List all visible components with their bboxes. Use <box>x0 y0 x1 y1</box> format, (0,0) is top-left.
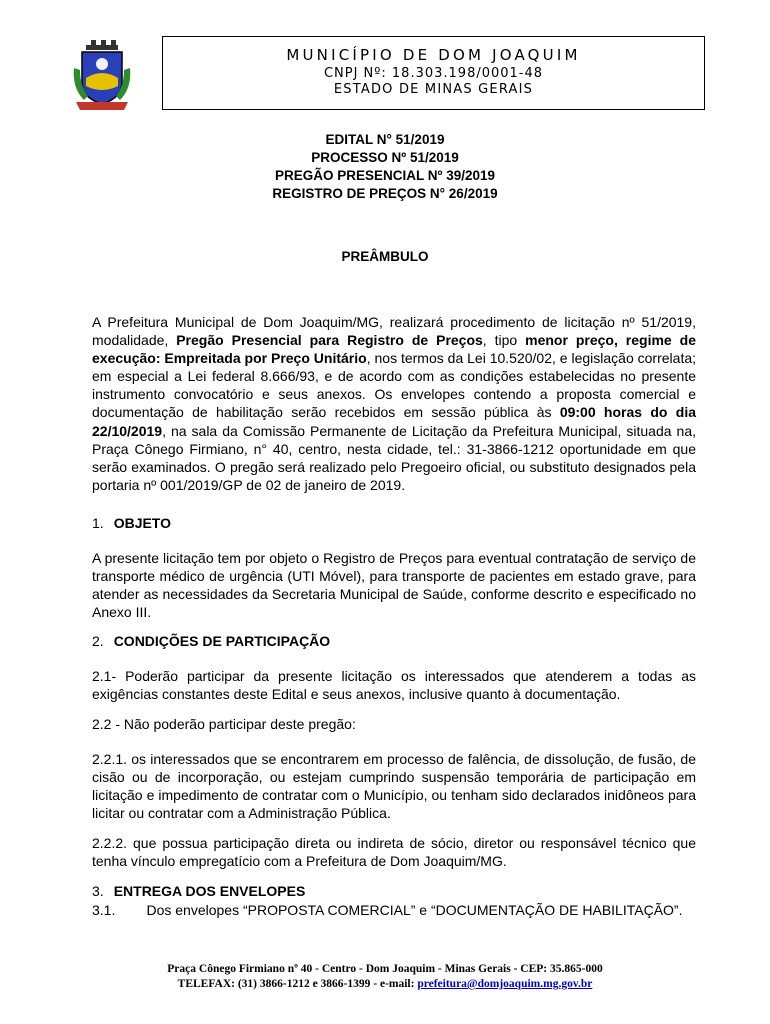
section-2-number: 2. <box>92 633 104 649</box>
cnpj-number: CNPJ Nº: 18.303.198/0001-48 <box>323 66 544 81</box>
footer-email-link[interactable]: prefeitura@domjoaquim.mg.gov.br <box>417 978 593 990</box>
section-2-title: CONDIÇÕES DE PARTICIPAÇÃO <box>113 633 331 649</box>
section-1-paragraph: A presente licitação tem por objeto o Registro de Preços para eventual contratação de serviço de transporte médico de urgência (UTI Móvel), para transporte de pacientes em estado grave, para atender as necessidades da Secretaria Municipal de Saúde, conforme descrito e especificado no Anexo III. <box>92 550 696 621</box>
footer-phone: TELEFAX: (31) 3866-1212 e 3866-1399 - e-mail: <box>177 978 418 990</box>
paragraph-3-1: 3.1. Dos envelopes “PROPOSTA COMERCIAL” e “DOCUMENTAÇÃO DE HABILITAÇÃO”. <box>92 902 683 918</box>
edital-title: EDITAL N° 51/2019 <box>325 132 445 147</box>
preamble-text-3: , nos termos da Lei 10.520/02, e legislação correlata; em especial a Lei federal 8.666/93, e de acordo com as condições estabelecidas no presente instrumento convocatório e seus anexos. Os envelopes contendo a proposta comercial e documentação de habilitação serão recebidos em sessão pública às <box>92 350 697 421</box>
section-3-title: ENTREGA DOS ENVELOPES <box>113 883 306 899</box>
page-footer <box>0 962 770 992</box>
pregao-title: PREGÃO PRESENCIAL Nº 39/2019 <box>274 168 495 183</box>
processo-title: PROCESSO Nº 51/2019 <box>311 150 459 165</box>
preamble-paragraph <box>92 313 696 494</box>
paragraph-2-2: 2.2 - Não poderão participar deste pregão: <box>92 716 356 732</box>
municipality-name: MUNICÍPIO DE DOM JOAQUIM <box>286 46 581 64</box>
preamble-text-4: , na sala da Comissão Permanente de Licitação da Prefeitura Municipal, situada na, Praça Cônego Firmiano, n° 40, centro, nesta cidade, tel.: 31-3866-1212 oportunidade em que serão examinados. O pregão será realizado pelo Pregoeiro oficial, ou substituto designados pela portaria nº 001/2019/GP de 02 de janeiro de 2019. <box>92 422 696 493</box>
section-2-heading <box>92 633 330 649</box>
paragraph-2-2-1: 2.2.1. os interessados que se encontrarem em processo de falência, de dissolução, de fusão, de cisão ou de incorporação, ou estejam cumprindo suspensão temporária de participação em licitação e impedimento de contratar com o Município, ou tenham sido declarados inidôneos para licitar ou contratar com a Administração Pública. <box>92 751 696 822</box>
paragraph-2-2-2: 2.2.2. que possua participação direta ou indireta de sócio, diretor ou responsável técnico que tenha vínculo empregatício com a Prefeitura de Dom Joaquim/MG. <box>92 835 696 870</box>
preamble-bold-3: 09:00 horas do dia 22/10/2019 <box>92 404 696 439</box>
section-1-number: 1. <box>92 515 104 531</box>
preamble-bold-1: Pregão Presencial para Registro de Preços <box>176 332 483 349</box>
municipal-coat-of-arms-icon <box>72 38 132 112</box>
paragraph-2-1: 2.1- Poderão participar da presente licitação os interessados que atenderem a todas as exigências constantes deste Edital e seus anexos, inclusive quanto à documentação. <box>92 668 696 703</box>
preamble-text-1: A Prefeitura Municipal de Dom Joaquim/MG, realizará procedimento de licitação nº 51/2019, modalidade, <box>92 314 696 349</box>
letterhead-box <box>162 36 705 110</box>
state-name: ESTADO DE MINAS GERAIS <box>333 82 534 97</box>
registro-title: REGISTRO DE PREÇOS N° 26/2019 <box>272 186 498 201</box>
section-1-heading <box>92 515 171 531</box>
preamble-heading: PREÂMBULO <box>341 249 429 264</box>
section-1-title: OBJETO <box>113 515 171 531</box>
section-3-number: 3. <box>92 883 104 899</box>
footer-address: Praça Cônego Firmiano nº 40 - Centro - Dom Joaquim - Minas Gerais - CEP: 35.865-000 <box>167 963 603 975</box>
section-3-heading <box>92 883 305 899</box>
footer-contact <box>0 977 770 992</box>
preamble-bold-2: menor preço, regime de execução: Empreitada por Preço Unitário <box>92 332 696 367</box>
preamble-text-2: , tipo <box>482 332 526 349</box>
document-titles <box>0 131 770 203</box>
